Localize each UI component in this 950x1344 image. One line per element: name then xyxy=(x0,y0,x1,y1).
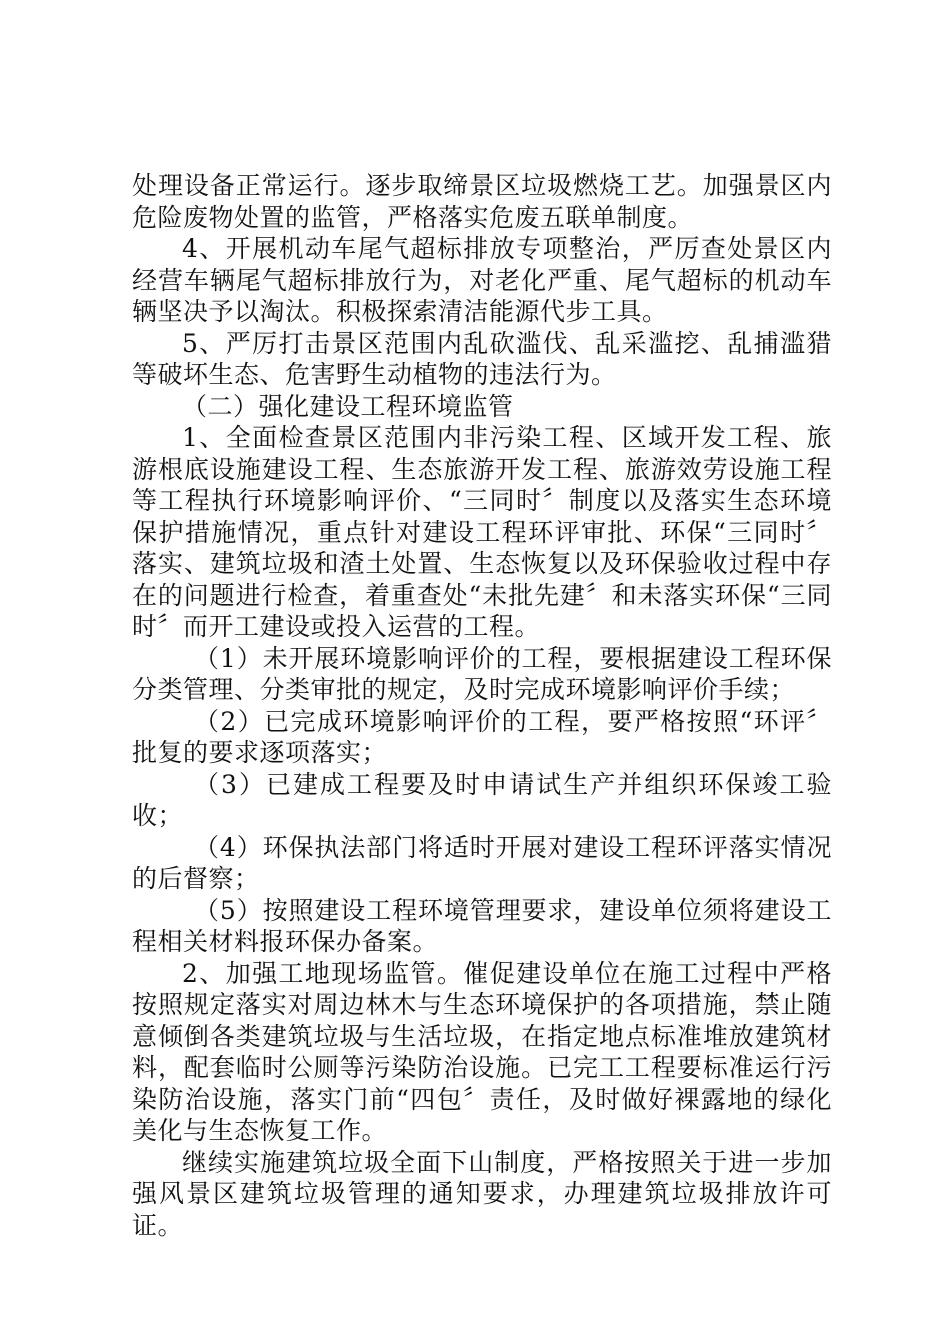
paragraph-continuation: 处理设备正常运行。逐步取缔景区垃圾燃烧工艺。加强景区内危险废物处置的监管，严格落实危废五联单制度。 xyxy=(132,171,832,232)
paragraph-subitem-2: （2）已完成环境影响评价的工程，要严格按照“环评〞批复的要求逐项落实； xyxy=(132,706,832,767)
section-heading: （二）强化建设工程环境监管 xyxy=(182,391,514,421)
paragraph-section-item-1: 1、全面检查景区范围内非污染工程、区域开发工程、旅游根底设施建设工程、生态旅游开发工程、旅游效劳设施工程等工程执行环境影响评价、“三同时〞制度以及落实生态环境保护措施情况，重点针对建设工程环评审批、环保“三同时〞落实、建筑垃圾和渣土处置、生态恢复以及环保验收过程中存在的问题进行检查，着重查处“未批先建〞和未落实环保“三同时〞而开工建设或投入运营的工程。 xyxy=(132,423,832,641)
paragraph-subitem-4: （4）环保执法部门将适时开展对建设工程环评落实情况的后督察； xyxy=(132,832,832,893)
paragraph-subitem-1: （1）未开展环境影响评价的工程，要根据建设工程环保分类管理、分类审批的规定，及时完成环境影响评价手续； xyxy=(132,643,832,704)
document-body xyxy=(132,170,832,1241)
paragraph-item-5: 5、严厉打击景区范围内乱砍滥伐、乱采滥挖、乱捕滥猎等破坏生态、危害野生动植物的违法行为。 xyxy=(132,328,832,389)
paragraph-section-item-2: 2、加强工地现场监管。催促建设单位在施工过程中严格按照规定落实对周边林木与生态环境保护的各项措施，禁止随意倾倒各类建筑垃圾与生活垃圾，在指定地点标准堆放建筑材料，配套临时公厕等污染防治设施。已完工工程要标准运行污染防治设施，落实门前“四包〞责任，及时做好裸露地的绿化美化与生态恢复工作。 xyxy=(132,958,832,1145)
paragraph-subitem-3: （3）已建成工程要及时申请试生产并组织环保竣工验收； xyxy=(132,769,832,830)
paragraph-closing: 继续实施建筑垃圾全面下山制度，严格按照关于进一步加强风景区建筑垃圾管理的通知要求，办理建筑垃圾排放许可证。 xyxy=(132,1147,832,1240)
paragraph-item-4: 4、开展机动车尾气超标排放专项整治，严厉查处景区内经营车辆尾气超标排放行为，对老化严重、尾气超标的机动车辆坚决予以淘汰。积极探索清洁能源代步工具。 xyxy=(132,234,832,326)
paragraph-subitem-5: （5）按照建设工程环境管理要求，建设单位须将建设工程相关材料报环保办备案。 xyxy=(132,895,832,956)
